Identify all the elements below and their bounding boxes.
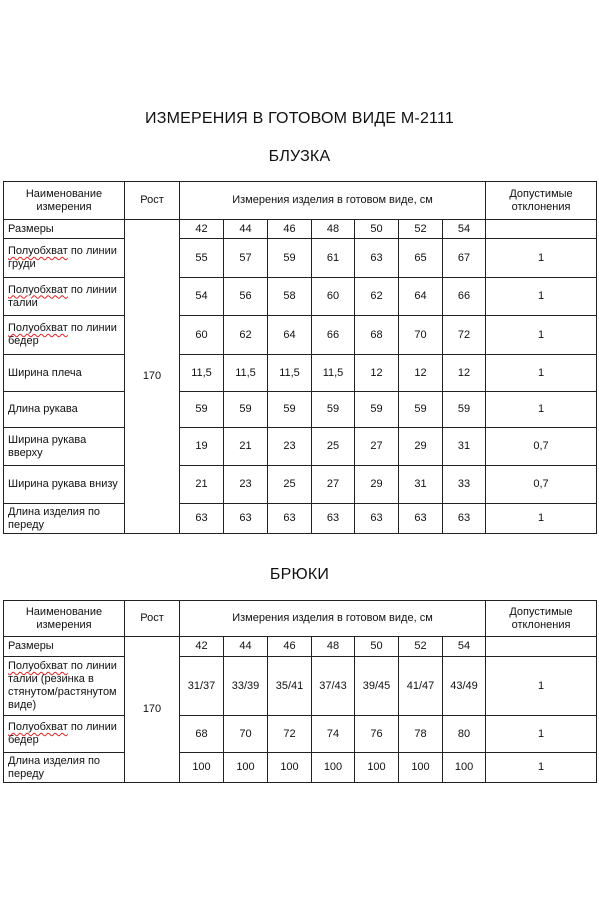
value-cell: 59 [355, 392, 399, 428]
value-cell: 64 [268, 316, 312, 355]
header-row [4, 182, 597, 220]
value-cell: 54 [180, 278, 224, 316]
value-cell: 78 [399, 716, 443, 753]
measurement-name-cell [4, 278, 125, 316]
value-cell: 35/41 [268, 657, 312, 716]
size-cell: 50 [355, 637, 399, 657]
header-row [4, 601, 597, 637]
value-cell: 70 [224, 716, 268, 753]
value-cell: 31 [399, 466, 443, 504]
value-cell: 29 [399, 428, 443, 466]
blouse-section-title: БЛУЗКА [268, 148, 331, 165]
size-cell: 46 [268, 220, 312, 239]
header-tolerance-cell: Допустимые отклонения [486, 182, 597, 220]
document-title: ИЗМЕРЕНИЯ В ГОТОВОМ ВИДЕ М-2111 [145, 110, 454, 127]
tolerance-blank-cell [486, 220, 597, 239]
measurement-name-cell [4, 428, 125, 466]
value-cell: 25 [312, 428, 355, 466]
value-cell: 11,5 [312, 355, 355, 392]
value-cell: 59 [268, 239, 312, 278]
measurement-name-cell [4, 355, 125, 392]
table-row [4, 278, 597, 316]
value-cell: 23 [268, 428, 312, 466]
blouse-measurements-table [3, 181, 597, 534]
sizes-row [4, 220, 597, 239]
value-cell: 21 [180, 466, 224, 504]
pants-section-title: БРЮКИ [269, 566, 330, 583]
size-cell: 42 [180, 637, 224, 657]
value-cell: 63 [312, 504, 355, 534]
size-cell: 50 [355, 220, 399, 239]
measurement-name-cell [4, 753, 125, 783]
value-cell: 23 [224, 466, 268, 504]
tolerance-cell: 0,7 [486, 428, 597, 466]
measurement-name-text: по линии талии (резинка в стянутом/растянутом виде) [8, 660, 117, 711]
value-cell: 37/43 [312, 657, 355, 716]
table-row [4, 239, 597, 278]
table-row [4, 657, 597, 716]
value-cell: 56 [224, 278, 268, 316]
value-cell: 62 [224, 316, 268, 355]
value-cell: 59 [312, 392, 355, 428]
value-cell: 21 [224, 428, 268, 466]
value-cell: 63 [268, 504, 312, 534]
measurement-name-text: по линии груди [8, 245, 117, 270]
tolerance-cell: 0,7 [486, 466, 597, 504]
measurement-name-cell [4, 504, 125, 534]
value-cell: 31 [443, 428, 486, 466]
value-cell: 11,5 [224, 355, 268, 392]
measurement-name-marked: Полуобхват [8, 322, 68, 334]
value-cell: 59 [399, 392, 443, 428]
value-cell: 11,5 [180, 355, 224, 392]
value-cell: 25 [268, 466, 312, 504]
tolerance-cell: 1 [486, 316, 597, 355]
value-cell: 41/47 [399, 657, 443, 716]
tolerance-cell: 1 [486, 753, 597, 783]
header-tolerance-cell: Допустимые отклонения [486, 601, 597, 637]
value-cell: 63 [443, 504, 486, 534]
value-cell: 58 [268, 278, 312, 316]
value-cell: 33/39 [224, 657, 268, 716]
measurement-name-cell [4, 392, 125, 428]
value-cell: 100 [180, 753, 224, 783]
table-row [4, 316, 597, 355]
header-measurements-cell: Измерения изделия в готовом виде, см [180, 182, 486, 220]
value-cell: 63 [355, 504, 399, 534]
value-cell: 70 [399, 316, 443, 355]
height-value-cell: 170 [125, 637, 180, 783]
size-cell: 54 [443, 637, 486, 657]
value-cell: 76 [355, 716, 399, 753]
value-cell: 74 [312, 716, 355, 753]
header-height-cell: Рост [125, 182, 180, 220]
measurement-name-text: Ширина плеча [8, 366, 82, 379]
measurement-name-marked: Полуобхват [8, 245, 68, 257]
measurement-name-cell [4, 716, 125, 753]
value-cell: 100 [355, 753, 399, 783]
measurement-name-marked: Полуобхват [8, 721, 68, 733]
value-cell: 63 [399, 504, 443, 534]
value-cell: 60 [312, 278, 355, 316]
value-cell: 80 [443, 716, 486, 753]
value-cell: 39/45 [355, 657, 399, 716]
value-cell: 59 [268, 392, 312, 428]
header-measurements-cell: Измерения изделия в готовом виде, см [180, 601, 486, 637]
measurement-name-marked: Полуобхват [8, 283, 68, 296]
value-cell: 59 [180, 392, 224, 428]
value-cell: 100 [312, 753, 355, 783]
measurement-name-text: по линии талии [8, 283, 117, 309]
table-row [4, 716, 597, 753]
measurement-name-text: Длина рукава [8, 403, 78, 415]
value-cell: 27 [355, 428, 399, 466]
sizes-label-cell: Размеры [4, 220, 125, 239]
measurement-name-cell [4, 239, 125, 278]
value-cell: 67 [443, 239, 486, 278]
value-cell: 57 [224, 239, 268, 278]
value-cell: 59 [443, 392, 486, 428]
height-value-cell: 170 [125, 220, 180, 534]
table-row [4, 392, 597, 428]
value-cell: 66 [443, 278, 486, 316]
value-cell: 68 [180, 716, 224, 753]
value-cell: 12 [399, 355, 443, 392]
header-name-cell: Наименование измерения [4, 182, 125, 220]
measurement-name-cell [4, 466, 125, 504]
size-cell: 54 [443, 220, 486, 239]
value-cell: 100 [268, 753, 312, 783]
size-cell: 52 [399, 637, 443, 657]
value-cell: 29 [355, 466, 399, 504]
measurement-name-text: Ширина рукава внизу [8, 478, 118, 490]
tolerance-cell: 1 [486, 278, 597, 316]
measurement-name-text: Ширина рукава вверху [8, 433, 87, 459]
value-cell: 43/49 [443, 657, 486, 716]
table-row [4, 466, 597, 504]
table-row [4, 504, 597, 534]
sizes-row [4, 637, 597, 657]
size-cell: 44 [224, 637, 268, 657]
value-cell: 61 [312, 239, 355, 278]
value-cell: 12 [443, 355, 486, 392]
sizes-label-cell: Размеры [4, 637, 125, 657]
value-cell: 27 [312, 466, 355, 504]
size-cell: 42 [180, 220, 224, 239]
header-name-cell: Наименование измерения [4, 601, 125, 637]
value-cell: 68 [355, 316, 399, 355]
value-cell: 33 [443, 466, 486, 504]
size-cell: 44 [224, 220, 268, 239]
value-cell: 100 [443, 753, 486, 783]
value-cell: 72 [268, 716, 312, 753]
header-height-cell: Рост [125, 601, 180, 637]
value-cell: 65 [399, 239, 443, 278]
value-cell: 62 [355, 278, 399, 316]
size-cell: 46 [268, 637, 312, 657]
tolerance-cell: 1 [486, 392, 597, 428]
value-cell: 63 [180, 504, 224, 534]
tolerance-cell: 1 [486, 239, 597, 278]
value-cell: 72 [443, 316, 486, 355]
table-row [4, 355, 597, 392]
value-cell: 11,5 [268, 355, 312, 392]
measurement-name-marked: Полуобхват [8, 660, 68, 672]
value-cell: 55 [180, 239, 224, 278]
measurement-name-text: по линии бедер [8, 721, 117, 746]
table-row [4, 753, 597, 783]
measurement-name-text: по линии бедер [8, 322, 117, 347]
measurement-name-text: Длина изделия по переду [8, 754, 101, 780]
measurement-name-cell [4, 316, 125, 355]
value-cell: 64 [399, 278, 443, 316]
value-cell: 19 [180, 428, 224, 466]
tolerance-cell: 1 [486, 355, 597, 392]
size-cell: 48 [312, 637, 355, 657]
pants-measurements-table [3, 600, 597, 783]
value-cell: 100 [399, 753, 443, 783]
value-cell: 59 [224, 392, 268, 428]
tolerance-cell: 1 [486, 657, 597, 716]
measurement-name-cell [4, 657, 125, 716]
size-cell: 52 [399, 220, 443, 239]
size-cell: 48 [312, 220, 355, 239]
measurement-name-text: Длина изделия по переду [8, 505, 101, 531]
value-cell: 66 [312, 316, 355, 355]
tolerance-cell: 1 [486, 504, 597, 534]
value-cell: 63 [355, 239, 399, 278]
tolerance-cell: 1 [486, 716, 597, 753]
value-cell: 63 [224, 504, 268, 534]
tolerance-blank-cell [486, 637, 597, 657]
value-cell: 12 [355, 355, 399, 392]
value-cell: 60 [180, 316, 224, 355]
value-cell: 100 [224, 753, 268, 783]
value-cell: 31/37 [180, 657, 224, 716]
table-row [4, 428, 597, 466]
